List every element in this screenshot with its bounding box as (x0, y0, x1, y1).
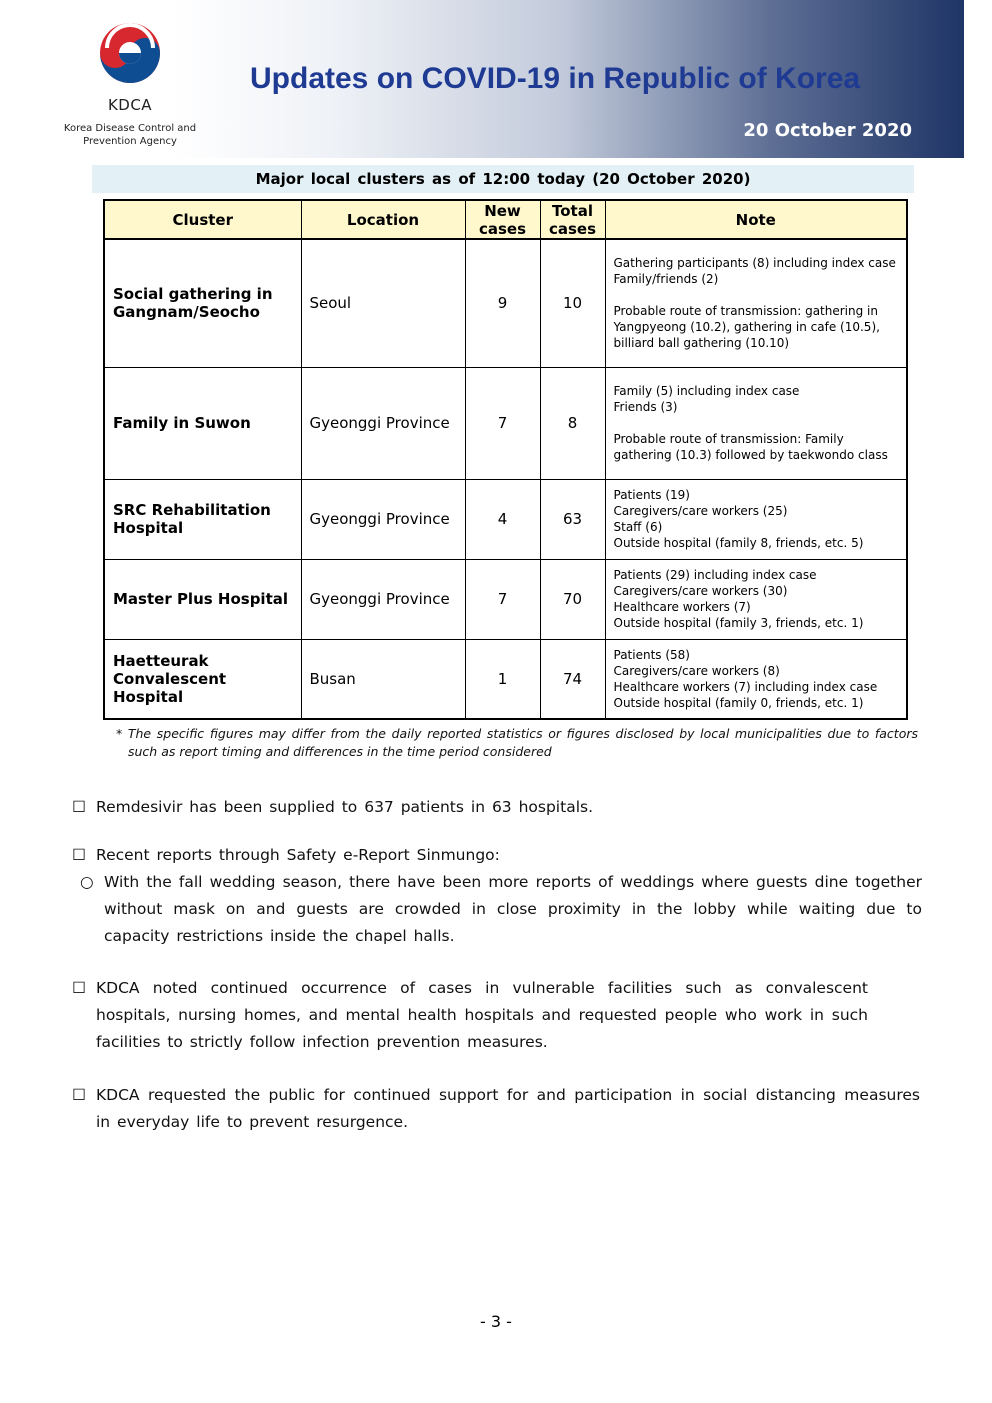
note-cell: Patients (19) Caregivers/care workers (25) Staff (6) Outside hospital (family 8, friends, etc. 5) (605, 479, 907, 559)
kdca-logo (60, 22, 200, 148)
table-header-row (104, 200, 907, 239)
table-row (104, 239, 907, 367)
kdca-taegeuk-logo-icon (99, 22, 161, 84)
remdesivir-paragraph (72, 794, 932, 821)
cluster-cell: Family in Suwon (104, 367, 301, 479)
total-cases-cell: 8 (540, 367, 605, 479)
reports-heading-text: Recent reports through Safety e-Report Sinmungo: (96, 846, 500, 864)
total-cases-cell: 74 (540, 639, 605, 719)
column-header-note: Note (605, 200, 907, 239)
table-row (104, 639, 907, 719)
square-bullet-icon: ☐ (72, 979, 86, 997)
org-full-name-line2: Prevention Agency (83, 136, 177, 147)
remdesivir-text: Remdesivir has been supplied to 637 patients in 63 hospitals. (96, 798, 594, 816)
new-cases-cell: 4 (465, 479, 540, 559)
new-cases-cell: 9 (465, 239, 540, 367)
square-bullet-icon: ☐ (72, 798, 86, 816)
location-cell: Busan (301, 639, 465, 719)
table-row (104, 479, 907, 559)
note-cell: Patients (29) including index case Caregivers/care workers (30) Healthcare workers (7) Outside hospital (family 3, friends, etc. 1) (605, 559, 907, 639)
new-cases-cell: 7 (465, 559, 540, 639)
vulnerable-facilities-paragraph (72, 975, 868, 1056)
reports-sub-text: With the fall wedding season, there have been more reports of weddings where guests dine together without mask on and guests are crowded in close proximity in the lobby while waiting due to capacity restrictions inside the chapel halls. (104, 873, 922, 945)
note-cell: Gathering participants (8) including index case Family/friends (2) Probable route of transmission: gathering in Yangpyeong (10.2), gathering in cafe (10.5), billiard ball gathering (10.10) (605, 239, 907, 367)
column-header-cluster: Cluster (104, 200, 301, 239)
vulnerable-facilities-text: KDCA noted continued occurrence of cases in vulnerable facilities such as convalescent hospitals, nursing homes, and mental health hospitals and requested people who work in such facilities to strictly follow infection prevention measures. (96, 979, 868, 1051)
square-bullet-icon: ☐ (72, 1086, 86, 1104)
page-number: - 3 - (480, 1312, 512, 1331)
cluster-cell: SRC Rehabilitation Hospital (104, 479, 301, 559)
public-support-paragraph (72, 1082, 920, 1136)
new-cases-cell: 7 (465, 367, 540, 479)
clusters-table (103, 199, 908, 720)
org-full-name (60, 122, 200, 148)
page-header-banner (0, 0, 964, 158)
cluster-cell: Master Plus Hospital (104, 559, 301, 639)
cluster-cell: Haetteurak Convalescent Hospital (104, 639, 301, 719)
column-header-total-cases: Total cases (540, 200, 605, 239)
reports-heading-paragraph (72, 842, 932, 869)
cluster-cell: Social gathering in Gangnam/Seocho (104, 239, 301, 367)
org-full-name-line1: Korea Disease Control and (63, 123, 197, 134)
new-cases-cell: 1 (465, 639, 540, 719)
location-cell: Seoul (301, 239, 465, 367)
square-bullet-icon: ☐ (72, 846, 86, 864)
note-cell: Family (5) including index case Friends (3) Probable route of transmission: Family gathering (10.3) followed by taekwondo class (605, 367, 907, 479)
location-cell: Gyeonggi Province (301, 367, 465, 479)
report-date: 20 October 2020 (743, 120, 912, 141)
org-abbreviation: KDCA (107, 96, 153, 114)
public-support-text: KDCA requested the public for continued support for and participation in social distancing measures in everyday life to prevent resurgence. (96, 1086, 920, 1131)
table-footnote: * The specific figures may differ from the daily reported statistics or figures disclosed by local municipalities due to factors such as report timing and differences in the time period considered (116, 726, 918, 759)
total-cases-cell: 10 (540, 239, 605, 367)
total-cases-cell: 70 (540, 559, 605, 639)
note-cell: Patients (58) Caregivers/care workers (8) Healthcare workers (7) including index case Outside hospital (family 0, friends, etc. 1) (605, 639, 907, 719)
table-caption: Major local clusters as of 12:00 today (20 October 2020) (92, 165, 914, 193)
reports-sub-paragraph (80, 869, 922, 950)
page-title: Updates on COVID-19 in Republic of Korea (250, 62, 861, 95)
total-cases-cell: 63 (540, 479, 605, 559)
column-header-new-cases: New cases (465, 200, 540, 239)
circle-bullet-icon: ○ (80, 873, 94, 891)
table-row (104, 367, 907, 479)
table-row (104, 559, 907, 639)
location-cell: Gyeonggi Province (301, 479, 465, 559)
location-cell: Gyeonggi Province (301, 559, 465, 639)
column-header-location: Location (301, 200, 465, 239)
